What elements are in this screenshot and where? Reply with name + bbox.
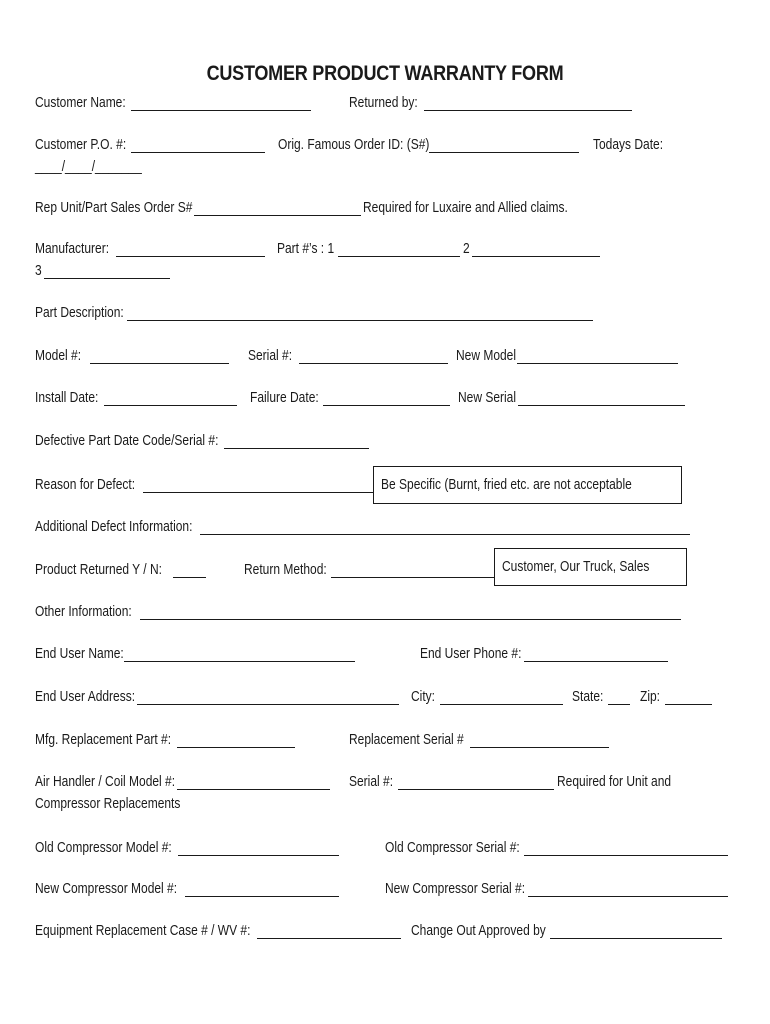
part-numbers-label: Part #’s : 1	[277, 240, 335, 257]
ah-serial-field[interactable]	[398, 789, 554, 790]
required-unit-note: Required for Unit and	[557, 773, 672, 790]
part-two-label: 2	[463, 240, 470, 257]
manufacturer-field[interactable]	[116, 256, 265, 257]
old-comp-model-label: Old Compressor Model #:	[35, 839, 172, 856]
ah-serial-label: Serial #:	[349, 773, 394, 790]
orig-order-field[interactable]	[429, 152, 579, 153]
air-handler-label: Air Handler / Coil Model #:	[35, 773, 176, 790]
compressor-replacements-note: Compressor Replacements	[35, 795, 181, 812]
end-user-address-field[interactable]	[137, 704, 399, 705]
end-user-phone-field[interactable]	[524, 661, 668, 662]
new-comp-serial-field[interactable]	[528, 896, 728, 897]
customer-po-label: Customer P.O. #:	[35, 136, 127, 153]
zip-label: Zip:	[640, 688, 661, 705]
model-label: Model #:	[35, 347, 82, 364]
part-three-label: 3	[35, 262, 42, 279]
rep-unit-label: Rep Unit/Part Sales Order S#	[35, 199, 193, 216]
customer-po-field[interactable]	[131, 152, 265, 153]
equip-replacement-label: Equipment Replacement Case # / WV #:	[35, 922, 251, 939]
product-returned-field[interactable]	[173, 577, 206, 578]
city-field[interactable]	[440, 704, 563, 705]
equip-replacement-field[interactable]	[257, 938, 401, 939]
return-method-label: Return Method:	[244, 561, 327, 578]
reason-note-box	[373, 466, 682, 504]
additional-info-field[interactable]	[200, 534, 690, 535]
return-method-field[interactable]	[331, 577, 494, 578]
replacement-serial-label: Replacement Serial #	[349, 731, 464, 748]
end-user-phone-label: End User Phone #:	[420, 645, 522, 662]
end-user-name-label: End User Name:	[35, 645, 124, 662]
old-comp-serial-label: Old Compressor Serial #:	[385, 839, 520, 856]
part-three-field[interactable]	[44, 278, 170, 279]
new-model-field[interactable]	[517, 363, 678, 364]
other-info-label: Other Information:	[35, 603, 132, 620]
air-handler-field[interactable]	[177, 789, 330, 790]
manufacturer-label: Manufacturer:	[35, 240, 110, 257]
return-note-text: Customer, Our Truck, Sales	[502, 558, 650, 575]
end-user-name-field[interactable]	[124, 661, 355, 662]
part-description-label: Part Description:	[35, 304, 124, 321]
serial-field[interactable]	[299, 363, 448, 364]
reason-defect-field[interactable]	[143, 492, 373, 493]
new-comp-model-label: New Compressor Model #:	[35, 880, 178, 897]
end-user-address-label: End User Address:	[35, 688, 136, 705]
new-serial-label: New Serial	[458, 389, 517, 406]
orig-order-label: Orig. Famous Order ID: (S#)	[278, 136, 430, 153]
state-field[interactable]	[608, 704, 630, 705]
todays-date-label: Todays Date:	[593, 136, 664, 153]
part-description-field[interactable]	[127, 320, 593, 321]
new-model-label: New Model	[456, 347, 517, 364]
customer-name-label: Customer Name:	[35, 94, 126, 111]
new-comp-serial-label: New Compressor Serial #:	[385, 880, 526, 897]
customer-name-field[interactable]	[131, 110, 311, 111]
change-out-field[interactable]	[550, 938, 722, 939]
returned-by-label: Returned by:	[349, 94, 418, 111]
part-two-field[interactable]	[472, 256, 600, 257]
form-title: CUSTOMER PRODUCT WARRANTY FORM	[206, 62, 564, 85]
serial-label: Serial #:	[248, 347, 293, 364]
model-field[interactable]	[90, 363, 229, 364]
part-one-field[interactable]	[338, 256, 460, 257]
old-comp-model-field[interactable]	[178, 855, 339, 856]
failure-date-label: Failure Date:	[250, 389, 319, 406]
return-note-box	[494, 548, 687, 586]
returned-by-field[interactable]	[424, 110, 632, 111]
defective-code-label: Defective Part Date Code/Serial #:	[35, 432, 219, 449]
zip-field[interactable]	[665, 704, 712, 705]
required-luxaire-note: Required for Luxaire and Allied claims.	[363, 199, 568, 216]
other-info-field[interactable]	[140, 619, 681, 620]
old-comp-serial-field[interactable]	[524, 855, 728, 856]
state-label: State:	[572, 688, 604, 705]
mfg-replacement-label: Mfg. Replacement Part #:	[35, 731, 172, 748]
replacement-serial-field[interactable]	[470, 747, 609, 748]
install-date-label: Install Date:	[35, 389, 99, 406]
defective-code-field[interactable]	[224, 448, 369, 449]
install-date-field[interactable]	[104, 405, 237, 406]
failure-date-field[interactable]	[323, 405, 450, 406]
new-comp-model-field[interactable]	[185, 896, 339, 897]
additional-info-label: Additional Defect Information:	[35, 518, 193, 535]
reason-defect-label: Reason for Defect:	[35, 476, 136, 493]
new-serial-field[interactable]	[518, 405, 685, 406]
todays-date-field[interactable]: ____/____/_______	[35, 158, 142, 175]
city-label: City:	[411, 688, 435, 705]
mfg-replacement-field[interactable]	[177, 747, 295, 748]
change-out-label: Change Out Approved by	[411, 922, 546, 939]
product-returned-label: Product Returned Y / N:	[35, 561, 162, 578]
reason-note-text: Be Specific (Burnt, fried etc. are not acceptable	[381, 476, 632, 493]
rep-unit-field[interactable]	[194, 215, 361, 216]
